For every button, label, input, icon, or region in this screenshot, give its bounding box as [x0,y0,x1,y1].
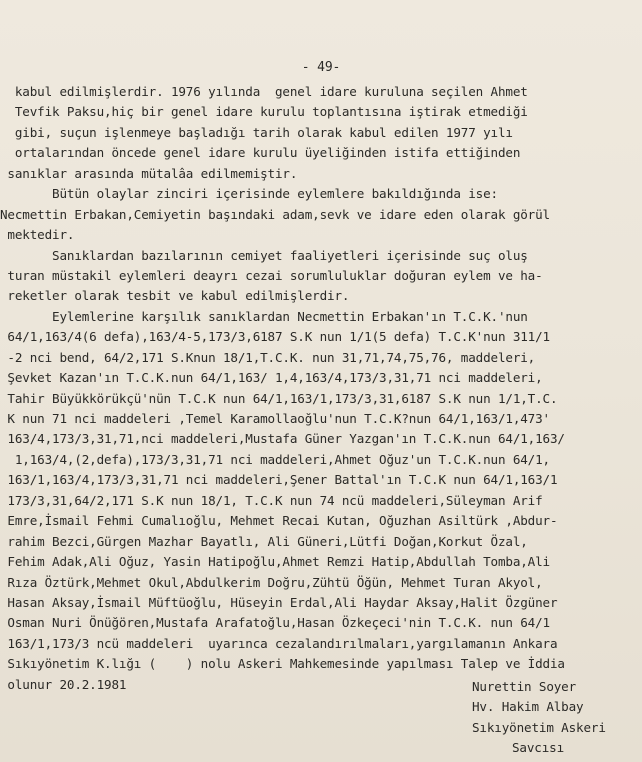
text-line: Hasan Aksay,İsmail Müftüoğlu, Hüseyin Erdal,Ali Haydar Aksay,Halit Özgüner [0,594,558,610]
text-line: -2 nci bend, 64/2,171 S.Knun 18/1,T.C.K. nun 31,71,74,75,76, maddeleri, [0,349,536,365]
text-line: Fehim Adak,Ali Oğuz, Yasin Hatipoğlu,Ahmet Remzi Hatip,Abdullah Tomba,Ali [0,554,550,570]
text-line: gibi, suçun işlenmeye başladığı tarih olarak kabul edilen 1977 yılı [0,124,513,140]
text-line: Necmettin Erbakan,Cemiyetin başındaki adam,sevk ve idare eden olarak görül [0,206,550,222]
text-line: Rıza Öztürk,Mehmet Okul,Abdulkerim Doğru,Zühtü Öğün, Mehmet Turan Akyol, [0,574,543,590]
signature-block [472,677,637,759]
text-line: reketler olarak tesbit ve kabul edilmişlerdir. [0,288,350,304]
text-line: turan müstakil eylemleri deayrı cezai sorumluluklar doğuran eylem ve ha- [0,267,543,283]
text-line: 1,163/4,(2,defa),173/3,31,71 nci maddeleri,Ahmet Oğuz'un T.C.K.nun 64/1, [0,451,550,467]
text-line: Tahir Büyükkörükçü'nün T.C.K nun 64/1,163/1,173/3,31,6187 S.K nun 1/1,T.C. [0,390,558,406]
text-line: ortalarından öncede genel idare kurulu üyeliğinden istifa ettiğinden [0,145,521,161]
text-line: Şevket Kazan'ın T.C.K.nun 64/1,163/ 1,4,163/4,173/3,31,71 nci maddeleri, [0,370,543,386]
text-line: kabul edilmişlerdir. 1976 yılında genel idare kuruluna seçilen Ahmet [0,84,528,99]
text-line: 64/1,163/4(6 defa),163/4-5,173/3,6187 S.K nun 1/1(5 defa) T.C.K'nun 311/1 [0,329,550,345]
text-line: Sanıklardan bazılarının cemiyet faaliyetleri içerisinde suç oluş [0,247,528,263]
document-body [0,82,642,695]
signer-title: Savcısı [512,740,565,756]
text-line: Osman Nuri Önüğören,Mustafa Arafatoğlu,Hasan Özkeçeci'nin T.C.K. nun 64/1 [0,615,550,631]
text-line: Eylemlerine karşılık sanıklardan Necmettin Erbakan'ın T.C.K.'nun [0,308,528,324]
text-line: 163/1,173/3 ncü maddeleri uyarınca cezalandırılmaları,yargılamanın Ankara [0,635,558,651]
text-line: K nun 71 nci maddeleri ,Temel Karamollaoğlu'nun T.C.K?nun 64/1,163/1,473' [0,411,550,426]
text-line: Emre,İsmail Fehmi Cumalıoğlu, Mehmet Recai Kutan, Oğuzhan Asiltürk ,Abdur- [0,513,558,529]
text-line: sanıklar arasında mütalâa edilmemiştir. [0,165,298,181]
text-line: 173/3,31,64/2,171 S.K nun 18/1, T.C.K nun 74 ncü maddeleri,Süleyman Arif [0,492,543,508]
text-line: Tevfik Paksu,hiç bir genel idare kurulu toplantısına iştirak etmediği [0,104,528,120]
signer-office: Sıkıyönetim Askeri [472,719,606,735]
text-line: 163/1,163/4,173/3,31,71 nci maddeleri,Şener Battal'ın T.C.K nun 64/1,163/1 [0,472,558,488]
signer-name: Nurettin Soyer [472,679,577,694]
text-line: rahim Bezci,Gürgen Mazhar Bayatlı, Ali Güneri,Lütfi Doğan,Korkut Özal, [0,533,528,549]
signer-rank: Hv. Hakim Albay [472,699,584,715]
text-line: Bütün olaylar zinciri içerisinde eylemlere bakıldığında ise: [0,186,498,202]
text-line: mektedir. [0,227,75,243]
text-line: olunur 20.2.1981 [0,676,127,692]
page-number: - 49- [301,60,341,75]
text-line: 163/4,173/3,31,71,nci maddeleri,Mustafa Güner Yazgan'ın T.C.K.nun 64/1,163/ [0,431,565,447]
text-line: Sıkıyönetim K.lığı ( ) nolu Askeri Mahkemesinde yapılması Talep ve İddia [0,656,565,672]
